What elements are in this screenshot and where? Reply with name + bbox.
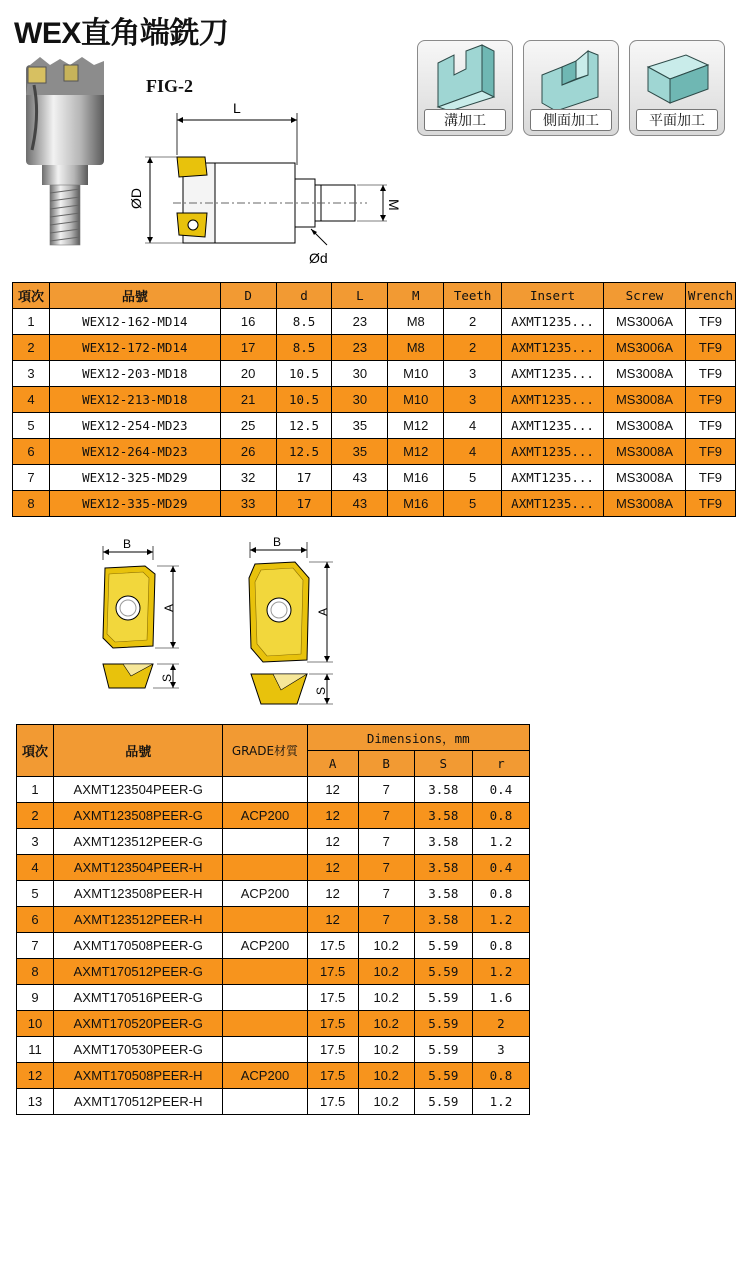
dim-L-label: L [233,100,241,116]
table-row [17,985,530,1011]
col-header: Wrench [685,283,735,309]
table-cell: 5.59 [414,1063,472,1089]
col-header: GRADE材質 [223,725,307,777]
table-row [13,439,736,465]
side-machining-icon [536,45,608,111]
table-cell: 3.58 [414,829,472,855]
col-header: d [276,283,332,309]
insert-spec-table [16,724,530,1115]
end-mill-spec-table [12,282,736,517]
table-cell: 6 [17,907,54,933]
table-cell: M12 [388,413,444,439]
table-row [17,1089,530,1115]
table-cell: ACP200 [223,933,307,959]
table-cell: MS3008A [604,413,686,439]
table-cell: 5 [444,465,502,491]
table-cell [223,855,307,881]
insert-B-label: B [123,537,132,551]
table-cell: M12 [388,439,444,465]
table-cell: 3.58 [414,777,472,803]
table-cell: AXMT123504PEER-G [54,777,223,803]
table-cell: 23 [332,309,388,335]
col-header: L [332,283,388,309]
table-row [17,907,530,933]
table-row [13,465,736,491]
table-cell: 7 [358,881,414,907]
table-cell: M10 [388,361,444,387]
table-cell: M16 [388,465,444,491]
table-cell: 17.5 [307,933,358,959]
table-row [13,335,736,361]
table-cell: 3 [444,387,502,413]
table-cell: AXMT1235... [502,491,604,517]
slot-machining-icon [430,45,502,111]
col-header: 項次 [13,283,50,309]
table-cell: 10.2 [358,1037,414,1063]
table-cell: 0.4 [472,855,529,881]
table-cell: 1.2 [472,829,529,855]
table-cell: 1 [13,309,50,335]
table-cell: WEX12-325-MD29 [49,465,220,491]
table-cell: 17.5 [307,985,358,1011]
table-cell: AXMT170520PEER-G [54,1011,223,1037]
insert-B-label-large: B [273,535,282,549]
table-cell: 2 [17,803,54,829]
dim-d-label: Ød [309,250,328,266]
table-cell: 33 [220,491,276,517]
table-cell: 17.5 [307,1011,358,1037]
table-cell: 10.2 [358,933,414,959]
table-cell: 3 [444,361,502,387]
insert-S-label: S [160,673,174,682]
table-cell: M10 [388,387,444,413]
table-cell: 10.2 [358,1089,414,1115]
table-row [17,881,530,907]
table-cell: AXMT170508PEER-H [54,1063,223,1089]
insert-S-label-large: S [314,686,328,695]
table-cell: 5.59 [414,933,472,959]
table-row [13,413,736,439]
table-cell: 5.59 [414,1037,472,1063]
table-cell: AXMT1235... [502,361,604,387]
table-cell: 3 [17,829,54,855]
table-cell: WEX12-335-MD29 [49,491,220,517]
table-row [17,1011,530,1037]
table-cell: MS3008A [604,361,686,387]
table-cell: 3.58 [414,803,472,829]
table-cell: 12.5 [276,413,332,439]
page-title: WEX直角端銑刀 [14,17,229,50]
table-cell: 30 [332,387,388,413]
table-cell: 5 [444,491,502,517]
table-cell: 0.8 [472,1063,529,1089]
col-header-dimensions: Dimensions，mm [307,725,529,751]
table-header-row [17,725,530,751]
col-header: M [388,283,444,309]
table-cell: M8 [388,309,444,335]
table-cell: 17.5 [307,1037,358,1063]
col-header: Insert [502,283,604,309]
end-mill-photo [20,55,120,250]
table-cell: 5.59 [414,985,472,1011]
table-cell: 17.5 [307,1089,358,1115]
table-cell: 25 [220,413,276,439]
table-cell [223,985,307,1011]
table-cell: 12 [307,777,358,803]
table-cell: 6 [13,439,50,465]
table-cell: M8 [388,335,444,361]
table-row [17,1037,530,1063]
table-cell: 2 [472,1011,529,1037]
table-cell [223,829,307,855]
insert-A-label-large: A [316,607,330,616]
table-cell [223,959,307,985]
table-row [17,959,530,985]
table-row [17,855,530,881]
table-cell: WEX12-254-MD23 [49,413,220,439]
table-cell: 7 [358,855,414,881]
table-cell: 5.59 [414,959,472,985]
table-cell: 1.2 [472,959,529,985]
table-cell: 5 [13,413,50,439]
op-slotting [417,40,513,136]
table-cell: MS3008A [604,439,686,465]
table-cell: AXMT1235... [502,413,604,439]
table-cell: 16 [220,309,276,335]
table-cell: M16 [388,491,444,517]
table-cell: 2 [13,335,50,361]
table-cell: 4 [444,439,502,465]
col-header: S [414,751,472,777]
table-cell: AXMT1235... [502,335,604,361]
table-cell: 43 [332,491,388,517]
table-cell: 3.58 [414,881,472,907]
col-header: r [472,751,529,777]
table-cell: AXMT1235... [502,465,604,491]
insert-drawings [95,535,355,708]
op-side-milling [523,40,619,136]
table-cell: 8.5 [276,309,332,335]
table-cell: 0.8 [472,881,529,907]
end-mill-drawing [128,95,420,270]
table-row [13,491,736,517]
table-cell: TF9 [685,439,735,465]
table-cell: 3.58 [414,855,472,881]
table-row [13,309,736,335]
table-cell: 2 [444,335,502,361]
table-cell: 23 [332,335,388,361]
table-cell: WEX12-172-MD14 [49,335,220,361]
table-cell: 10.2 [358,1011,414,1037]
table-cell: 0.8 [472,933,529,959]
table-cell [223,777,307,803]
col-header: Teeth [444,283,502,309]
table-cell: 30 [332,361,388,387]
table-cell: 12 [307,907,358,933]
table-cell: AXMT170508PEER-G [54,933,223,959]
table-cell: AXMT123504PEER-H [54,855,223,881]
table-cell: 10.5 [276,387,332,413]
table-row [17,777,530,803]
table-header-row [13,283,736,309]
table-cell [223,1089,307,1115]
table-cell: 8 [13,491,50,517]
table-cell: AXMT170512PEER-H [54,1089,223,1115]
table-cell: ACP200 [223,881,307,907]
col-header: 品號 [54,725,223,777]
table-cell: 8.5 [276,335,332,361]
table-cell: ACP200 [223,803,307,829]
col-header: A [307,751,358,777]
table-cell: 7 [358,907,414,933]
table-cell: 12 [307,829,358,855]
table-cell: 1 [17,777,54,803]
table-cell: 20 [220,361,276,387]
table-cell [223,907,307,933]
table-cell: TF9 [685,335,735,361]
table-cell: 3 [13,361,50,387]
table-cell: WEX12-162-MD14 [49,309,220,335]
table-cell [223,1011,307,1037]
table-cell: 17 [276,465,332,491]
table-cell: 10.2 [358,1063,414,1089]
fig-label: FIG-2 [146,76,193,96]
table-cell: WEX12-264-MD23 [49,439,220,465]
table-cell: 10.5 [276,361,332,387]
col-header: D [220,283,276,309]
table-cell: 43 [332,465,388,491]
table-cell: 32 [220,465,276,491]
table-cell: ACP200 [223,1063,307,1089]
table-cell: 8 [17,959,54,985]
table-cell: AXMT123508PEER-H [54,881,223,907]
table-cell: TF9 [685,413,735,439]
insert-A-label: A [162,603,176,612]
table-cell: 3 [472,1037,529,1063]
table-row [17,933,530,959]
table-cell: AXMT123508PEER-G [54,803,223,829]
table-cell: AXMT1235... [502,387,604,413]
table-cell: TF9 [685,387,735,413]
table-cell: 9 [17,985,54,1011]
face-machining-icon [642,45,714,111]
table-cell: MS3008A [604,387,686,413]
table-cell: WEX12-213-MD18 [49,387,220,413]
col-header: 品號 [49,283,220,309]
table-cell: 12 [17,1063,54,1089]
table-cell: 0.4 [472,777,529,803]
table-row [17,803,530,829]
table-cell: 11 [17,1037,54,1063]
table-cell: TF9 [685,309,735,335]
table-cell: 1.6 [472,985,529,1011]
table-row [17,1063,530,1089]
op-face-milling [629,40,725,136]
op-label-side: 側面加工 [530,109,612,131]
table-cell: MS3006A [604,309,686,335]
table-cell: TF9 [685,361,735,387]
dim-M-label: M [386,199,402,211]
table-cell: 26 [220,439,276,465]
table-cell: 1.2 [472,907,529,933]
table-cell: AXMT1235... [502,309,604,335]
table-cell: 10.2 [358,959,414,985]
table-cell: 35 [332,413,388,439]
dim-D-label: ØD [128,188,144,209]
table-cell: 5 [17,881,54,907]
table-cell: 2 [444,309,502,335]
table-cell: 4 [13,387,50,413]
table-cell: AXMT170530PEER-G [54,1037,223,1063]
table-cell: MS3008A [604,491,686,517]
table-cell: 4 [17,855,54,881]
table-cell: 1.2 [472,1089,529,1115]
table-cell: 7 [358,803,414,829]
table-cell: 17 [220,335,276,361]
col-header: B [358,751,414,777]
col-header: Screw [604,283,686,309]
table-cell: 5.59 [414,1011,472,1037]
table-row [13,387,736,413]
table-cell: 12.5 [276,439,332,465]
table-cell: MS3008A [604,465,686,491]
table-cell: MS3006A [604,335,686,361]
table-cell: TF9 [685,465,735,491]
table-cell: AXMT123512PEER-G [54,829,223,855]
table-cell: 7 [17,933,54,959]
op-label-slotting: 溝加工 [424,109,506,131]
table-cell: 17.5 [307,1063,358,1089]
table-cell: 21 [220,387,276,413]
table-cell: 3.58 [414,907,472,933]
table-cell: 5.59 [414,1089,472,1115]
table-cell: 13 [17,1089,54,1115]
table-cell: AXMT170516PEER-G [54,985,223,1011]
table-cell: 17 [276,491,332,517]
table-cell: AXMT123512PEER-H [54,907,223,933]
table-cell [223,1037,307,1063]
table-cell: TF9 [685,491,735,517]
table-row [17,829,530,855]
table-cell: AXMT170512PEER-G [54,959,223,985]
table-cell: 12 [307,881,358,907]
col-header: 項次 [17,725,54,777]
table-cell: 12 [307,803,358,829]
table-cell: 4 [444,413,502,439]
table-cell: 0.8 [472,803,529,829]
table-cell: 7 [13,465,50,491]
table-cell: 7 [358,829,414,855]
table-cell: 10.2 [358,985,414,1011]
table-row [13,361,736,387]
table-cell: 10 [17,1011,54,1037]
table-cell: 12 [307,855,358,881]
table-cell: AXMT1235... [502,439,604,465]
table-cell: 17.5 [307,959,358,985]
table-cell: 7 [358,777,414,803]
table-cell: WEX12-203-MD18 [49,361,220,387]
table-cell: 35 [332,439,388,465]
op-label-face: 平面加工 [636,109,718,131]
